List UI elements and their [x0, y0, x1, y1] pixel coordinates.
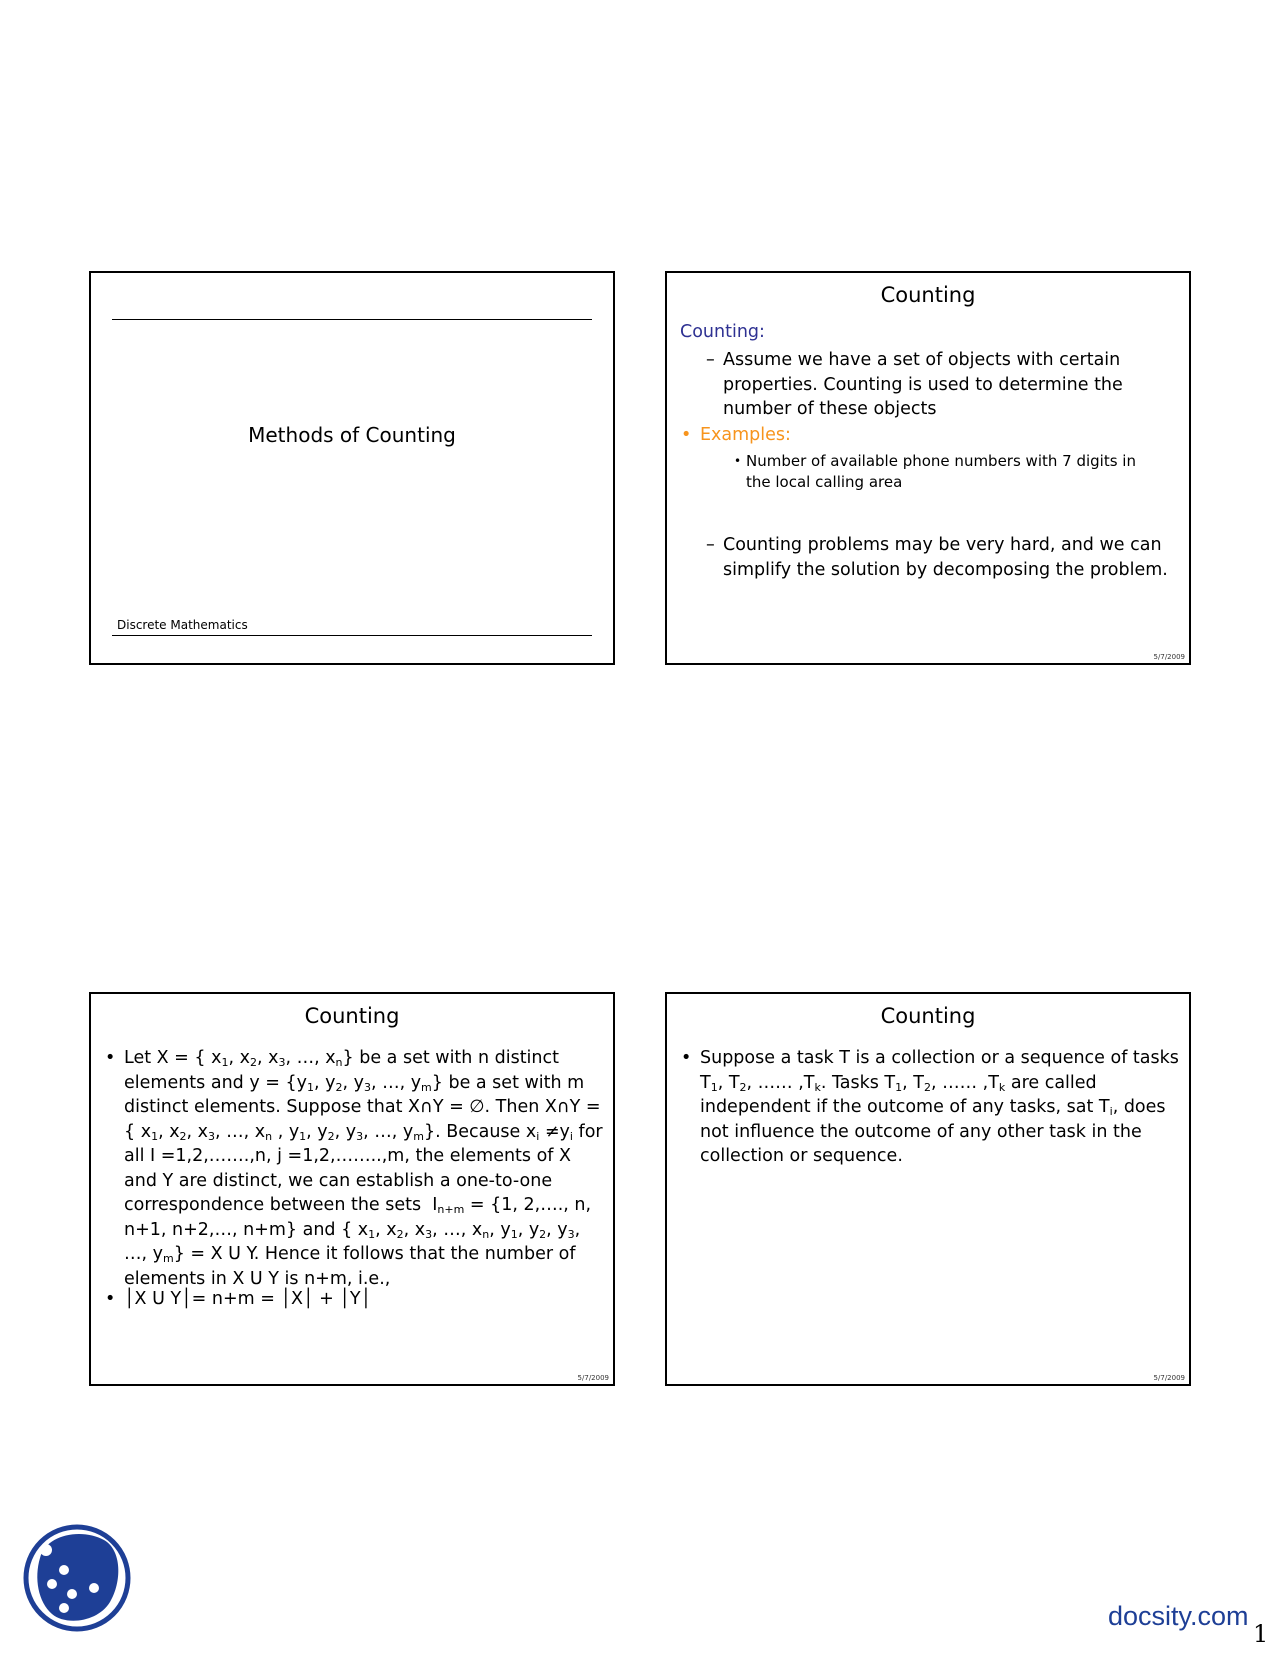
- slide-counting-intro: [665, 271, 1191, 665]
- presentation-title: Methods of Counting: [248, 423, 456, 447]
- bottom-rule: [112, 635, 592, 636]
- docsity-logo-icon[interactable]: [22, 1522, 132, 1634]
- dash-marker: –: [706, 535, 715, 555]
- slide-sum-rule: [89, 992, 615, 1386]
- example-1: • Number of available phone numbers with 7 digits in the local calling area: [734, 452, 1136, 491]
- page-number: 1: [1253, 1620, 1269, 1648]
- bullet-marker: •: [681, 1048, 692, 1068]
- slide-title: Counting: [880, 283, 976, 307]
- slide-date: 5/7/2009: [1153, 1374, 1185, 1382]
- dash-marker: –: [706, 350, 715, 370]
- bullet-marker: •: [681, 425, 692, 445]
- examples-label: • Examples:: [700, 423, 791, 448]
- top-rule: [112, 319, 592, 320]
- bullet-marker: •: [105, 1048, 116, 1068]
- slide-title: Counting: [304, 1004, 400, 1028]
- docsity-brand-link[interactable]: docsity.com: [1108, 1601, 1249, 1631]
- bullet-marker: •: [105, 1289, 116, 1309]
- counting-heading: Counting:: [680, 322, 765, 342]
- slide-title: Counting: [880, 1004, 976, 1028]
- sum-rule-formula: • │X U Y│= n+m = │X│ + │Y│: [124, 1287, 371, 1312]
- tasks-paragraph: • Suppose a task T is a collection or a sequence of tasks $T_1$, $T_2$, …… $,T_k$. Tasks $T_1$, $T_2$, …… $,T_k$ are called independent if the outcome of any tasks, sat $T_i$, does not influence the outcome of any other task in the collection or sequence.: [681, 1048, 1179, 1166]
- slide-independent-tasks: [665, 992, 1191, 1386]
- slide-date: 5/7/2009: [1153, 653, 1185, 661]
- sum-rule-paragraph: • Let X = { $x_1$, $x_2$, $x_3$, …, $x_n$} be a set with n distinct elements and $y = \{y_1$, $y_2$, $y_3$, …, $y_m$} be a set with m distinct elements. Suppose that X∩Y = ∅. Then X∩Y = { $x_1$, $x_2$, $x_3$, …, $x_n$ , $y_1$, $y_2$, $y_3$, …, $y_m$}. Because $x_i \ne y_i$ for all I =1,2,…….,n, j =1,2,……..,m, the elements of X and Y are distinct, we can establish a one-to-one correspondence between the sets $I_{n+m} = \{1$, 2,…., n, n+1, n+2,…, n+m} and { $x_1$, $x_2$, $x_3$, …, $x_n$, $y_1$, $y_2$, $y_3$, …, $y_m\} = X$ U Y. Hence it follows that the number of elements in X U Y is n+m, i.e.,: [105, 1048, 603, 1289]
- point-2: – Counting problems may be very hard, and we can simplify the solution by decomposing the problem.: [706, 535, 1168, 580]
- bullet-marker: •: [734, 454, 742, 468]
- slide-title-page: [89, 271, 615, 665]
- point-1: – Assume we have a set of objects with certain properties. Counting is used to determine the number of these objects: [706, 350, 1123, 419]
- course-footer: Discrete Mathematics: [117, 618, 248, 632]
- slide-date: 5/7/2009: [577, 1374, 609, 1382]
